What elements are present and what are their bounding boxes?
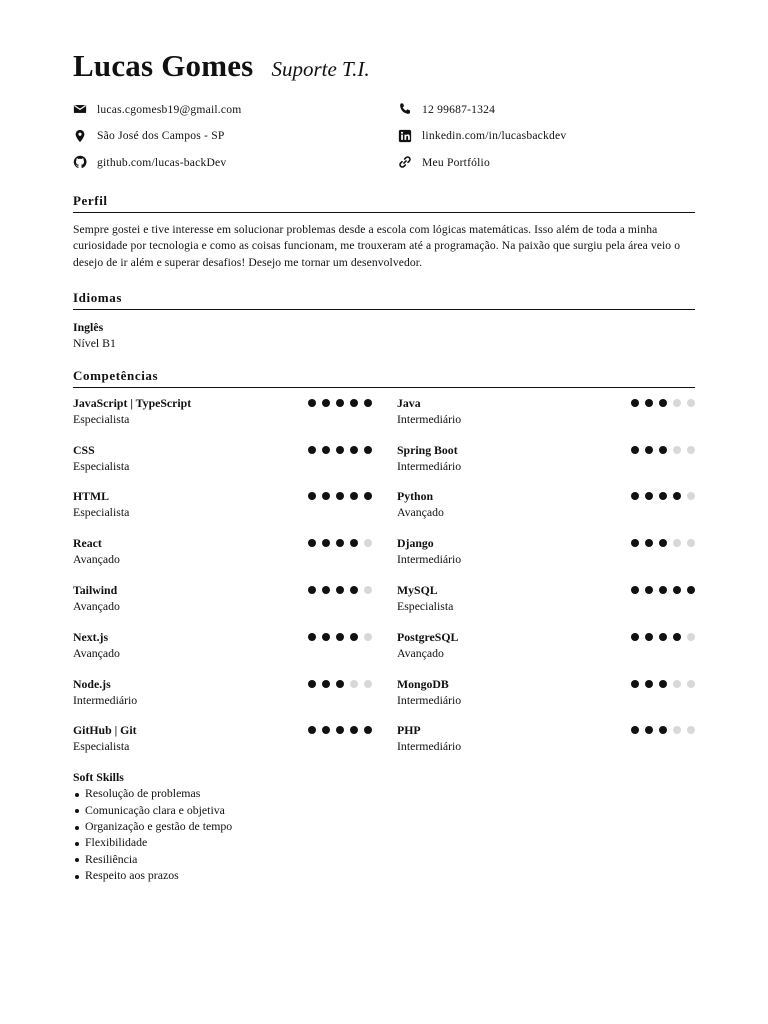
contact-github[interactable] bbox=[73, 149, 398, 176]
section-title-competencias: Competências bbox=[73, 368, 695, 388]
rating-dot-filled bbox=[659, 726, 667, 734]
contact-portfolio[interactable] bbox=[398, 149, 695, 176]
rating-dot-empty bbox=[687, 726, 695, 734]
email-icon bbox=[73, 102, 87, 116]
skill-name: Next.js bbox=[73, 629, 109, 644]
skill-level: Especialista bbox=[397, 599, 454, 614]
rating-dot-filled bbox=[687, 586, 695, 594]
skill-item bbox=[397, 442, 695, 489]
skill-name: Node.js bbox=[73, 676, 111, 691]
rating-dot-filled bbox=[308, 726, 316, 734]
person-name: Lucas Gomes bbox=[73, 48, 254, 83]
skill-rating bbox=[302, 492, 372, 500]
skill-item bbox=[397, 582, 695, 629]
skill-level: Intermediário bbox=[397, 411, 462, 426]
rating-dot-filled bbox=[350, 399, 358, 407]
language-name: Inglês bbox=[73, 319, 104, 334]
rating-dot-empty bbox=[350, 680, 358, 688]
skill-level: Especialista bbox=[73, 739, 130, 754]
contact-email-text: lucas.cgomesb19@gmail.com bbox=[97, 102, 242, 116]
skill-name: Tailwind bbox=[73, 583, 118, 598]
soft-skill-item: Resiliência bbox=[73, 851, 695, 867]
skill-rating bbox=[302, 539, 372, 547]
skill-item bbox=[73, 395, 372, 442]
contact-email[interactable] bbox=[73, 96, 398, 123]
rating-dot-empty bbox=[364, 633, 372, 641]
soft-skill-item: Organização e gestão de tempo bbox=[73, 818, 695, 834]
skill-name: Python bbox=[397, 489, 434, 504]
rating-dot-filled bbox=[308, 539, 316, 547]
skill-level: Intermediário bbox=[397, 552, 462, 567]
contact-phone[interactable] bbox=[398, 96, 695, 123]
rating-dot-filled bbox=[308, 399, 316, 407]
skill-rating bbox=[625, 399, 695, 407]
rating-dot-filled bbox=[659, 586, 667, 594]
resume-page bbox=[73, 48, 695, 884]
skill-name: CSS bbox=[73, 442, 95, 457]
rating-dot-filled bbox=[645, 492, 653, 500]
skill-name: JavaScript | TypeScript bbox=[73, 395, 192, 410]
skill-name: HTML bbox=[73, 489, 110, 504]
rating-dot-filled bbox=[322, 726, 330, 734]
skill-level: Avançado bbox=[73, 645, 120, 660]
soft-skills-list bbox=[73, 785, 695, 883]
contact-linkedin-text: linkedin.com/in/lucasbackdev bbox=[422, 129, 567, 143]
skill-level: Especialista bbox=[73, 505, 130, 520]
rating-dot-filled bbox=[308, 586, 316, 594]
contact-phone-text: 12 99687-1324 bbox=[422, 102, 496, 116]
skill-rating bbox=[302, 726, 372, 734]
rating-dot-filled bbox=[336, 633, 344, 641]
skill-item bbox=[397, 395, 695, 442]
skill-level: Avançado bbox=[397, 505, 444, 520]
skill-rating bbox=[625, 539, 695, 547]
rating-dot-filled bbox=[322, 446, 330, 454]
skills-grid bbox=[73, 395, 695, 769]
soft-skill-item: Flexibilidade bbox=[73, 834, 695, 850]
rating-dot-filled bbox=[645, 399, 653, 407]
rating-dot-empty bbox=[673, 539, 681, 547]
skill-level: Especialista bbox=[73, 411, 130, 426]
skill-name: PostgreSQL bbox=[397, 629, 459, 644]
rating-dot-filled bbox=[673, 586, 681, 594]
rating-dot-filled bbox=[350, 586, 358, 594]
perfil-text: Sempre gostei e tive interesse em solucionar problemas desde a escola com lógicas matemáticas. Isso além de toda a minha curiosidade por tecnologia e como as coisas funcionam, me trouxeram até a programação. Na paixão que surgiu pela área veio o desejo de ir além e superar desafios! Desejo me tornar um desenvolvedor. bbox=[73, 222, 681, 270]
rating-dot-filled bbox=[308, 680, 316, 688]
skill-item bbox=[397, 488, 695, 535]
skill-rating bbox=[302, 633, 372, 641]
rating-dot-filled bbox=[308, 633, 316, 641]
section-title-idiomas: Idiomas bbox=[73, 290, 695, 310]
skill-item bbox=[73, 582, 372, 629]
skill-rating bbox=[625, 680, 695, 688]
contact-location bbox=[73, 123, 398, 150]
rating-dot-filled bbox=[659, 399, 667, 407]
skill-item bbox=[397, 676, 695, 723]
linkedin-icon bbox=[398, 129, 412, 143]
rating-dot-empty bbox=[673, 399, 681, 407]
rating-dot-filled bbox=[350, 446, 358, 454]
soft-skills-title: Soft Skills bbox=[73, 770, 124, 785]
skill-level: Intermediário bbox=[397, 458, 462, 473]
skill-item bbox=[73, 535, 372, 582]
rating-dot-empty bbox=[687, 680, 695, 688]
skill-item bbox=[73, 629, 372, 676]
rating-dot-filled bbox=[645, 539, 653, 547]
rating-dot-filled bbox=[645, 586, 653, 594]
github-icon bbox=[73, 155, 87, 169]
rating-dot-empty bbox=[673, 680, 681, 688]
rating-dot-empty bbox=[364, 586, 372, 594]
rating-dot-filled bbox=[659, 680, 667, 688]
skill-name: MongoDB bbox=[397, 676, 449, 691]
rating-dot-empty bbox=[687, 399, 695, 407]
rating-dot-filled bbox=[336, 492, 344, 500]
rating-dot-empty bbox=[673, 446, 681, 454]
rating-dot-empty bbox=[364, 539, 372, 547]
rating-dot-filled bbox=[336, 726, 344, 734]
rating-dot-filled bbox=[336, 680, 344, 688]
skill-name: Django bbox=[397, 536, 434, 551]
rating-dot-filled bbox=[645, 446, 653, 454]
rating-dot-filled bbox=[350, 492, 358, 500]
rating-dot-filled bbox=[659, 539, 667, 547]
skill-item bbox=[73, 722, 372, 769]
rating-dot-filled bbox=[659, 492, 667, 500]
rating-dot-filled bbox=[322, 399, 330, 407]
rating-dot-filled bbox=[645, 726, 653, 734]
skill-rating bbox=[625, 586, 695, 594]
skill-level: Avançado bbox=[73, 552, 120, 567]
soft-skill-item: Comunicação clara e objetiva bbox=[73, 802, 695, 818]
contact-github-text: github.com/lucas-backDev bbox=[97, 155, 227, 169]
job-title: Suporte T.I. bbox=[271, 57, 370, 81]
rating-dot-empty bbox=[673, 726, 681, 734]
rating-dot-filled bbox=[322, 586, 330, 594]
rating-dot-filled bbox=[308, 492, 316, 500]
rating-dot-filled bbox=[631, 586, 639, 594]
skill-item bbox=[73, 488, 372, 535]
resume-header bbox=[73, 48, 695, 88]
rating-dot-filled bbox=[631, 492, 639, 500]
rating-dot-filled bbox=[645, 680, 653, 688]
skill-name: Spring Boot bbox=[397, 442, 458, 457]
rating-dot-filled bbox=[673, 492, 681, 500]
rating-dot-empty bbox=[687, 633, 695, 641]
skill-item bbox=[73, 676, 372, 723]
link-icon bbox=[398, 155, 412, 169]
phone-icon bbox=[398, 102, 412, 116]
rating-dot-filled bbox=[336, 446, 344, 454]
contact-location-text: São José dos Campos - SP bbox=[97, 129, 225, 143]
rating-dot-filled bbox=[336, 539, 344, 547]
rating-dot-filled bbox=[322, 492, 330, 500]
rating-dot-filled bbox=[631, 539, 639, 547]
rating-dot-filled bbox=[322, 539, 330, 547]
skill-name: React bbox=[73, 536, 102, 551]
skill-rating bbox=[625, 446, 695, 454]
skill-level: Avançado bbox=[73, 599, 120, 614]
section-competencias bbox=[73, 368, 695, 884]
rating-dot-filled bbox=[631, 446, 639, 454]
skill-rating bbox=[625, 633, 695, 641]
rating-dot-empty bbox=[687, 492, 695, 500]
rating-dot-filled bbox=[631, 633, 639, 641]
rating-dot-empty bbox=[687, 539, 695, 547]
contact-list bbox=[73, 96, 695, 176]
skill-item bbox=[397, 722, 695, 769]
location-icon bbox=[73, 129, 87, 143]
rating-dot-filled bbox=[659, 633, 667, 641]
rating-dot-empty bbox=[687, 446, 695, 454]
skill-level: Intermediário bbox=[73, 692, 138, 707]
section-idiomas bbox=[73, 290, 695, 351]
rating-dot-filled bbox=[364, 726, 372, 734]
soft-skill-item: Resolução de problemas bbox=[73, 785, 695, 801]
rating-dot-filled bbox=[336, 586, 344, 594]
rating-dot-filled bbox=[336, 399, 344, 407]
rating-dot-filled bbox=[673, 633, 681, 641]
skill-level: Intermediário bbox=[397, 739, 462, 754]
contact-portfolio-text: Meu Portfólio bbox=[422, 155, 490, 169]
rating-dot-filled bbox=[364, 492, 372, 500]
soft-skills bbox=[73, 769, 695, 883]
skill-rating bbox=[302, 680, 372, 688]
contact-linkedin[interactable] bbox=[398, 123, 695, 150]
skill-name: Java bbox=[397, 395, 421, 410]
rating-dot-filled bbox=[631, 680, 639, 688]
skill-name: GitHub | Git bbox=[73, 723, 137, 738]
skill-rating bbox=[302, 446, 372, 454]
skill-name: MySQL bbox=[397, 583, 438, 598]
skill-rating bbox=[302, 586, 372, 594]
language-level: Nível B1 bbox=[73, 335, 116, 350]
rating-dot-empty bbox=[364, 680, 372, 688]
rating-dot-filled bbox=[350, 726, 358, 734]
rating-dot-filled bbox=[645, 633, 653, 641]
rating-dot-filled bbox=[659, 446, 667, 454]
rating-dot-filled bbox=[364, 399, 372, 407]
skill-rating bbox=[625, 726, 695, 734]
section-title-perfil: Perfil bbox=[73, 193, 695, 213]
section-perfil bbox=[73, 193, 695, 272]
rating-dot-filled bbox=[631, 399, 639, 407]
skill-level: Avançado bbox=[397, 645, 444, 660]
skill-item bbox=[397, 535, 695, 582]
skill-level: Especialista bbox=[73, 458, 130, 473]
rating-dot-filled bbox=[364, 446, 372, 454]
rating-dot-filled bbox=[322, 680, 330, 688]
rating-dot-filled bbox=[322, 633, 330, 641]
rating-dot-filled bbox=[631, 726, 639, 734]
skill-level: Intermediário bbox=[397, 692, 462, 707]
skill-name: PHP bbox=[397, 723, 421, 738]
soft-skill-item: Respeito aos prazos bbox=[73, 867, 695, 883]
skill-rating bbox=[625, 492, 695, 500]
skill-rating bbox=[302, 399, 372, 407]
rating-dot-filled bbox=[308, 446, 316, 454]
rating-dot-filled bbox=[350, 633, 358, 641]
skill-item bbox=[397, 629, 695, 676]
rating-dot-filled bbox=[350, 539, 358, 547]
skill-item bbox=[73, 442, 372, 489]
